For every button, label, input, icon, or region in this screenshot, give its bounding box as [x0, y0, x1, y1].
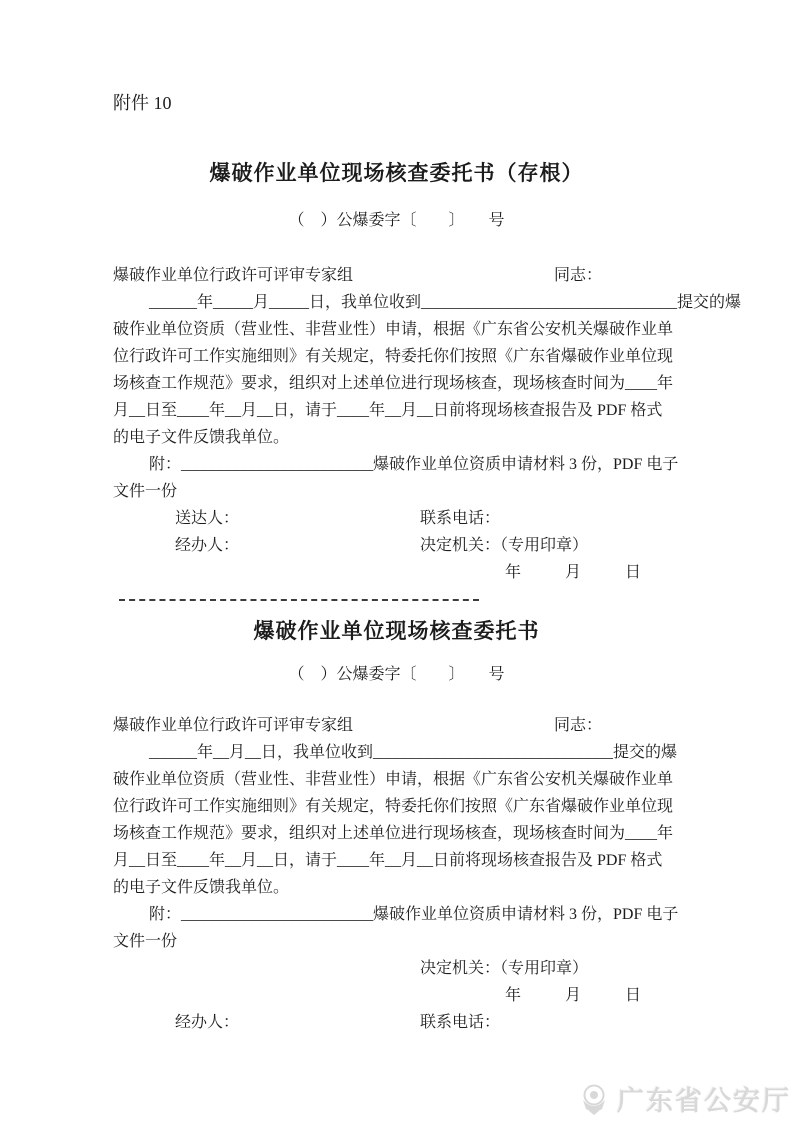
letter-body-line: 月__日至____年__月__日，请于____年__月__日前将现场核查报告及 PDF 格式 — [113, 852, 663, 869]
letter-signature-row — [113, 1009, 680, 1036]
stub-body — [113, 262, 742, 586]
document-content — [113, 0, 742, 1036]
stub-addressee-line — [113, 262, 680, 289]
letter-title: 爆破作业单位现场核查委托书 — [253, 620, 540, 643]
stub-attachment-line: 附：________________________爆破作业单位资质申请材料 3 份，PDF 电子 — [149, 456, 679, 473]
letter-body-line: ______年__月__日，我单位收到______________________________提交的爆 — [149, 744, 678, 761]
letter-body — [113, 712, 680, 1036]
stub-handler-label: 经办人： — [175, 537, 240, 554]
letter-signature-row — [113, 955, 680, 982]
stub-body-line: 月__日至____年__月__日，请于____年__月__日前将现场核查报告及 PDF 格式 — [113, 402, 663, 419]
stub-body-line: ______年_____月_____日，我单位收到________________________________提交的爆 — [149, 294, 742, 311]
stub-body-line: 的电子文件反馈我单位。 — [113, 429, 290, 446]
stub-addressee: 爆破作业单位行政许可评审专家组 — [113, 267, 354, 284]
letter-section — [113, 617, 680, 1036]
letter-body-line: 场核查工作规范》要求，组织对上述单位进行现场核查，现场核查时间为____年 — [113, 825, 674, 842]
stub-signature-row — [113, 532, 680, 559]
stub-body-line: 破作业单位资质（营业性、非营业性）申请，根据《广东省公安机关爆破作业单 — [113, 321, 674, 338]
letter-handler-label: 经办人： — [175, 1014, 240, 1031]
letter-signature-row — [113, 982, 680, 1009]
letter-body-line: 破作业单位资质（营业性、非营业性）申请，根据《广东省公安机关爆破作业单 — [113, 771, 674, 788]
stub-doc-number: （ ）公爆委字〔 〕 号 — [288, 212, 505, 229]
police-badge-icon — [576, 1081, 612, 1117]
stub-sender-label: 送达人： — [175, 510, 240, 527]
stub-phone-label: 联系电话： — [420, 510, 501, 527]
stub-body-line: 位行政许可工作实施细则》有关规定，特委托你们按照《广东省爆破作业单位现 — [113, 348, 674, 365]
letter-body-line: 的电子文件反馈我单位。 — [113, 879, 290, 896]
stub-date-line: 年 月 日 — [505, 564, 646, 581]
letter-attachment-line: 文件一份 — [113, 933, 178, 950]
tear-off-dashed-line — [119, 599, 479, 601]
letter-addressee-line — [113, 712, 680, 739]
stub-title: 爆破作业单位现场核查委托书（存根） — [209, 162, 584, 185]
letter-doc-number: （ ）公爆委字〔 〕 号 — [288, 666, 505, 683]
stub-attachment-line: 文件一份 — [113, 483, 178, 500]
letter-phone-label: 联系电话： — [420, 1014, 501, 1031]
attachment-label: 附件 10 — [113, 93, 172, 113]
stub-signature-row — [113, 505, 680, 532]
stub-authority-label: 决定机关：（专用印章） — [420, 537, 589, 554]
letter-body-line: 位行政许可工作实施细则》有关规定，特委托你们按照《广东省爆破作业单位现 — [113, 798, 674, 815]
stub-body-line: 场核查工作规范》要求，组织对上述单位进行现场核查，现场核查时间为____年 — [113, 375, 674, 392]
footer-watermark — [576, 1079, 791, 1118]
stub-signature-row — [113, 559, 680, 586]
letter-attachment-line: 附：________________________爆破作业单位资质申请材料 3 份，PDF 电子 — [149, 906, 679, 923]
letter-date-line: 年 月 日 — [505, 987, 646, 1004]
letter-authority-label: 决定机关：（专用印章） — [420, 960, 589, 977]
letter-addressee: 爆破作业单位行政许可评审专家组 — [113, 717, 354, 734]
footer-watermark-text: 广东省公安厅 — [617, 1086, 791, 1116]
stub-addressee-suffix: 同志： — [553, 267, 602, 284]
letter-addressee-suffix: 同志： — [553, 717, 602, 734]
stub-section — [113, 159, 742, 601]
